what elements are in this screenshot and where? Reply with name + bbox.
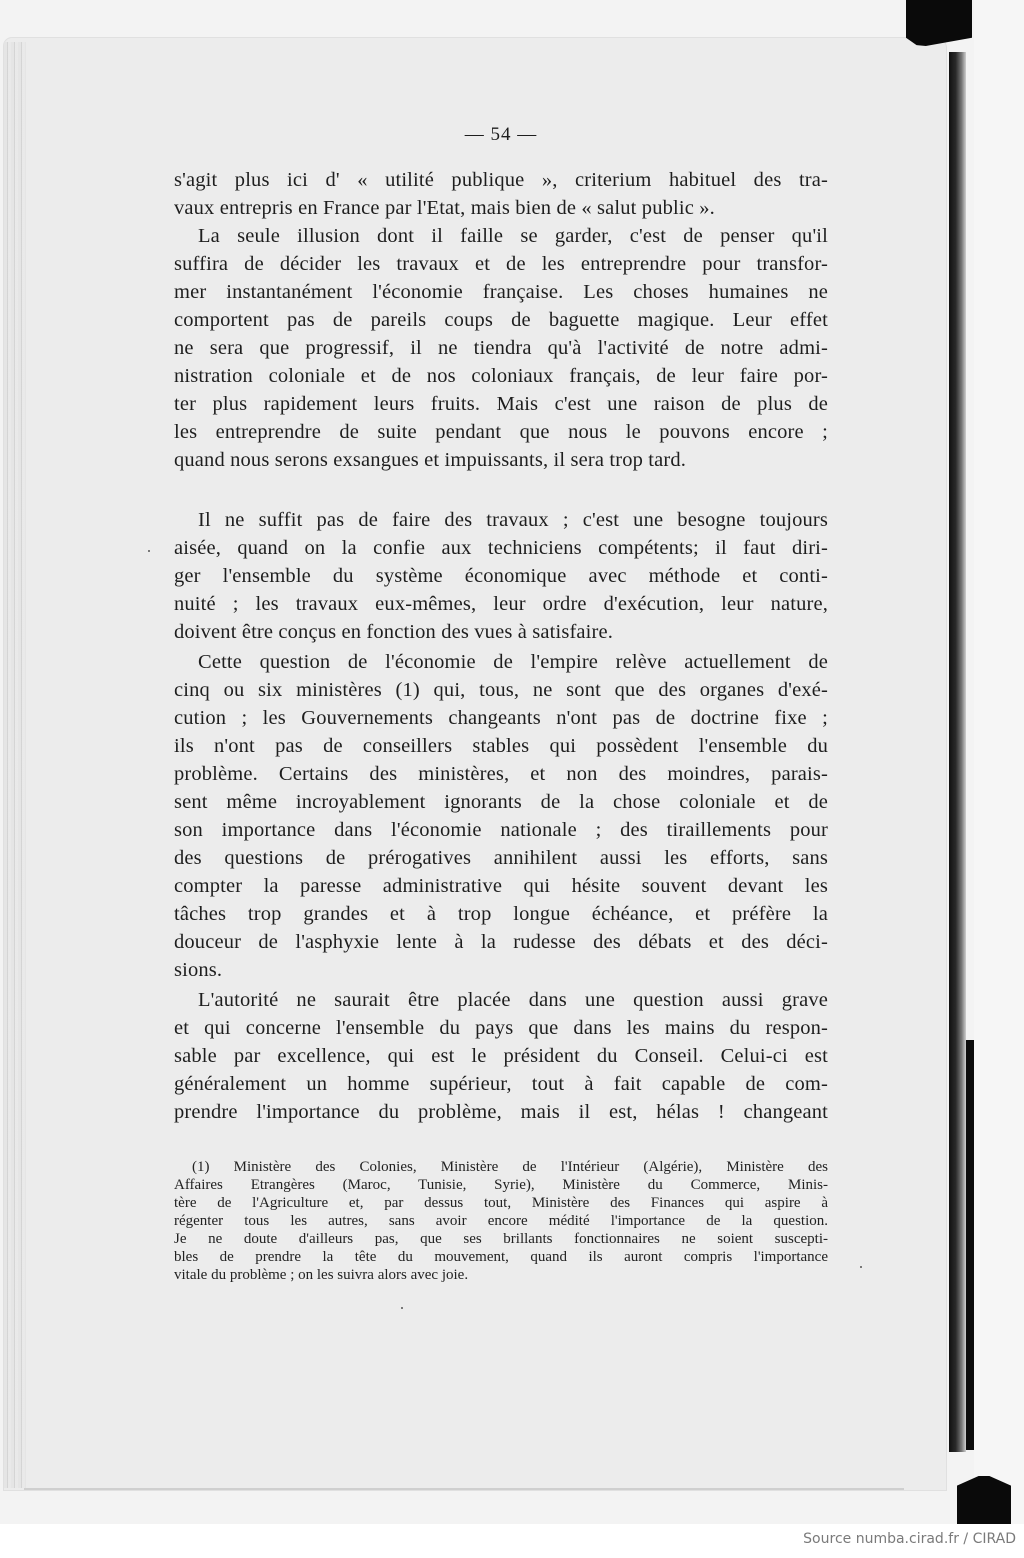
body-line: cution ; les Gouvernements changeants n'ont pas de doctrine fixe ;	[174, 707, 828, 729]
body-line: L'autorité ne saurait être placée dans une question aussi grave	[198, 989, 828, 1011]
footnote-line: Je ne doute d'ailleurs pas, que ses brillants fonctionnaires ne soient suscepti-	[174, 1231, 828, 1247]
body-line: ne sera que progressif, il ne tiendra qu'à l'activité de notre admi-	[174, 337, 828, 359]
body-line: sions.	[174, 959, 223, 981]
body-line: prendre l'importance du problème, mais il est, hélas ! changeant	[174, 1101, 828, 1123]
footnote-line: Affaires Etrangères (Maroc, Tunisie, Syrie), Ministère du Commerce, Minis-	[174, 1177, 828, 1193]
body-line: tâches trop grandes et à trop longue échéance, et préfère la	[174, 903, 828, 925]
body-line: cinq ou six ministères (1) qui, tous, ne sont que des organes d'exé-	[174, 679, 828, 701]
body-line: problème. Certains des ministères, et non des moindres, parais-	[174, 763, 828, 785]
body-line: doivent être conçus en fonction des vues à satisfaire.	[174, 621, 614, 643]
binding-clip-bottom	[957, 1476, 1011, 1524]
body-line: ter plus rapidement leurs fruits. Mais c'est une raison de plus de	[174, 393, 828, 415]
stacked-page-edges	[4, 42, 26, 1488]
body-line: généralement un homme supérieur, tout à fait capable de com-	[174, 1073, 828, 1095]
body-line: compter la paresse administrative qui hésite souvent devant les	[174, 875, 828, 897]
body-line: s'agit plus ici d' « utilité publique », criterium habituel des tra-	[174, 169, 828, 191]
right-margin	[974, 0, 1024, 1524]
footnote-line: vitale du problème ; on les suivra alors avec joie.	[174, 1267, 469, 1283]
binding-clip-top	[906, 0, 972, 46]
body-line: sent même incroyablement ignorants de la chose coloniale et de	[174, 791, 828, 813]
footnote-line: régenter tous les autres, sans avoir encore médité l'importance de la question.	[174, 1213, 828, 1229]
source-credit: Source numba.cirad.fr / CIRAD	[803, 1531, 1016, 1547]
body-line: La seule illusion dont il faille se garder, c'est de penser qu'il	[198, 225, 828, 247]
scan-speck	[148, 550, 150, 552]
body-line: son importance dans l'économie nationale ; des tiraillements pour	[174, 819, 828, 841]
body-line: quand nous serons exsangues et impuissants, il sera trop tard.	[174, 449, 687, 471]
body-line: comportent pas de pareils coups de baguette magique. Leur effet	[174, 309, 828, 331]
body-line: douceur de l'asphyxie lente à la rudesse des débats et des déci-	[174, 931, 828, 953]
body-line: et qui concerne l'ensemble du pays que dans les mains du respon-	[174, 1017, 828, 1039]
footnote-line: bles de prendre la tête du mouvement, quand ils auront compris l'importance	[174, 1249, 828, 1265]
binding-spine-strip	[949, 52, 966, 1452]
body-line: nistration coloniale et de nos coloniaux français, de leur faire por-	[174, 365, 828, 387]
body-line: nuité ; les travaux eux-mêmes, leur ordre d'exécution, leur nature,	[174, 593, 828, 615]
footnote-line: (1) Ministère des Colonies, Ministère de l'Intérieur (Algérie), Ministère des	[192, 1159, 828, 1175]
body-line: ger l'ensemble du système économique avec méthode et conti-	[174, 565, 828, 587]
body-line: sable par excellence, qui est le président du Conseil. Celui-ci est	[174, 1045, 828, 1067]
body-line: mer instantanément l'économie française. Les choses humaines ne	[174, 281, 828, 303]
body-line: vaux entrepris en France par l'Etat, mais bien de « salut public ».	[174, 197, 715, 219]
scan-speck	[860, 1266, 862, 1268]
body-line: ils n'ont pas de conseillers stables qui possèdent l'ensemble du	[174, 735, 828, 757]
body-line: les entreprendre de suite pendant que nous le pouvons encore ;	[174, 421, 828, 443]
body-line: des questions de prérogatives annihilent aussi les efforts, sans	[174, 847, 828, 869]
body-line: aisée, quand on la confie aux techniciens compétents; il faut diri-	[174, 537, 828, 559]
body-line: Il ne suffit pas de faire des travaux ; c'est une besogne toujours	[198, 509, 828, 531]
footnote-line: tère de l'Agriculture et, par dessus tout, Ministère des Finances qui aspire à	[174, 1195, 828, 1211]
binding-spine-lower	[966, 1040, 974, 1450]
scan-speck	[401, 1307, 403, 1309]
page-bottom-edge	[24, 1488, 904, 1490]
page-number: — 54 —	[464, 124, 538, 145]
body-line: suffira de décider les travaux et de les entreprendre pour transfor-	[174, 253, 828, 275]
body-line: Cette question de l'économie de l'empire relève actuellement de	[198, 651, 828, 673]
